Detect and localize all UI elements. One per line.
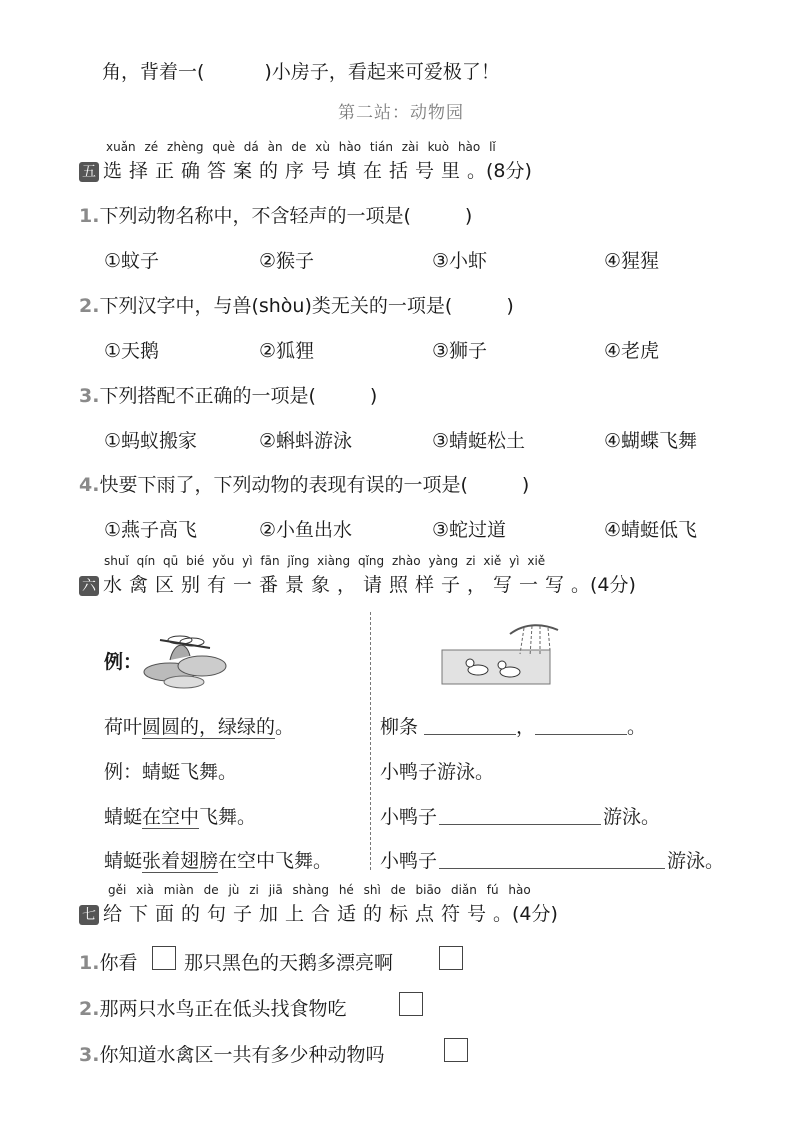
question-1: 1.下列动物名称中，不含轻声的一项是( ) (79, 205, 473, 227)
option-1[interactable]: ①天鹅 (104, 340, 160, 362)
pinyin-syllable: hé (338, 883, 354, 897)
punctuation-box[interactable] (152, 946, 176, 970)
punctuation-box[interactable] (439, 946, 463, 970)
right-line-1: 柳条 ， 。 (380, 716, 647, 738)
option-4[interactable]: ④蝴蝶飞舞 (604, 430, 698, 452)
option-3[interactable]: ③小虾 (432, 250, 488, 272)
pinyin-syllable: xiě (483, 554, 502, 568)
example-label: 例： (104, 651, 143, 673)
option-4[interactable]: ④猩猩 (604, 250, 660, 272)
sec6-pinyin (104, 554, 545, 568)
section-score: 。(4分) (493, 903, 558, 925)
option-2[interactable]: ②蝌蚪游泳 (259, 430, 353, 452)
pinyin-syllable: zi (249, 883, 259, 897)
pinyin-syllable: qín (136, 554, 156, 568)
option-1[interactable]: ①燕子高飞 (104, 519, 198, 541)
pinyin-syllable: de (390, 883, 406, 897)
pinyin-syllable: kuò (427, 140, 450, 154)
pinyin-syllable: de (291, 140, 307, 154)
section-title: 给下面的句子加上合适的标点符号 (103, 903, 494, 925)
option-3[interactable]: ③蛇过道 (432, 519, 507, 541)
pinyin-syllable: shì (363, 883, 381, 897)
pinyin-syllable: hào (457, 140, 481, 154)
sec7-pinyin (108, 883, 531, 897)
question-4: 4.快要下雨了，下列动物的表现有误的一项是( ) (79, 474, 530, 496)
pinyin-syllable: zi (465, 554, 476, 568)
top-line: 角，背着一( )小房子，看起来可爱极了！ (102, 61, 500, 83)
willow-ducks-illustration (440, 620, 560, 688)
option-1[interactable]: ①蚊子 (104, 250, 160, 272)
pinyin-syllable: qǐng (357, 554, 385, 568)
punct-item-1b: 那只黑色的天鹅多漂亮啊 (184, 952, 394, 974)
pinyin-syllable: shuǐ (104, 554, 129, 568)
option-2[interactable]: ②狐狸 (259, 340, 315, 362)
option-3[interactable]: ③狮子 (432, 340, 488, 362)
answer-blank[interactable] (439, 850, 665, 869)
punct-item-3: 3.你知道水禽区一共有多少种动物吗 (79, 1044, 385, 1066)
option-4[interactable]: ④蜻蜓低飞 (604, 519, 698, 541)
section-title: 水禽区别有一番景象，请照样子，写一写 (103, 574, 572, 596)
pinyin-syllable: jǐng (287, 554, 310, 568)
option-4[interactable]: ④老虎 (604, 340, 660, 362)
option-2[interactable]: ②猴子 (259, 250, 315, 272)
right-line-3: 小鸭子 游泳。 (380, 806, 661, 828)
pinyin-syllable: tián (369, 140, 393, 154)
pinyin-syllable: miàn (163, 883, 194, 897)
station-title: 第二站：动物园 (338, 103, 464, 123)
punctuation-box[interactable] (399, 992, 423, 1016)
section-badge: 六 (79, 576, 99, 596)
pinyin-syllable: shàng (292, 883, 329, 897)
section-score: 。(4分) (571, 574, 636, 596)
answer-blank[interactable] (439, 806, 601, 825)
pinyin-syllable: dá (243, 140, 259, 154)
question-3: 3.下列搭配不正确的一项是( ) (79, 385, 378, 407)
punct-item-1: 1.你看 (79, 952, 138, 974)
pinyin-syllable: yì (242, 554, 253, 568)
option-1[interactable]: ①蚂蚁搬家 (104, 430, 198, 452)
sec5-pinyin (106, 140, 496, 154)
section-score: 。(8分) (467, 160, 532, 182)
answer-blank[interactable] (424, 716, 516, 735)
punctuation-box[interactable] (444, 1038, 468, 1062)
pinyin-syllable: què (212, 140, 235, 154)
pinyin-syllable: xuǎn (106, 140, 136, 154)
answer-blank[interactable] (535, 716, 627, 735)
right-line-2: 小鸭子游泳。 (380, 761, 495, 783)
section-title: 选择正确答案的序号填在括号里 (103, 160, 468, 182)
pinyin-syllable: hào (338, 140, 362, 154)
pinyin-syllable: zhào (392, 554, 421, 568)
pinyin-syllable: xiàng (317, 554, 351, 568)
pinyin-syllable: zé (144, 140, 159, 154)
pinyin-syllable: àn (267, 140, 283, 154)
pinyin-syllable: gěi (108, 883, 127, 897)
punct-item-2: 2.那两只水鸟正在低头找食物吃 (79, 998, 347, 1020)
pinyin-syllable: qū (163, 554, 179, 568)
right-line-4: 小鸭子 游泳。 (380, 850, 725, 872)
pinyin-syllable: lǐ (489, 140, 496, 154)
option-2[interactable]: ②小鱼出水 (259, 519, 353, 541)
left-line-1: 荷叶圆圆的，绿绿的。 (104, 716, 295, 738)
pinyin-syllable: zài (401, 140, 419, 154)
pinyin-syllable: xià (136, 883, 154, 897)
question-2: 2.下列汉字中，与兽(shòu)类无关的一项是( ) (79, 295, 514, 317)
sec7-heading (79, 899, 558, 926)
pinyin-syllable: xiě (527, 554, 546, 568)
option-3[interactable]: ③蜻蜓松土 (432, 430, 526, 452)
pinyin-syllable: xù (315, 140, 330, 154)
pinyin-syllable: fān (260, 554, 280, 568)
left-line-4: 蜻蜓张着翅膀在空中飞舞。 (104, 850, 333, 872)
pinyin-syllable: yì (509, 554, 520, 568)
pinyin-syllable: jù (228, 883, 240, 897)
pinyin-syllable: fú (486, 883, 499, 897)
pinyin-syllable: yǒu (212, 554, 235, 568)
left-line-3: 蜻蜓在空中飞舞。 (104, 806, 257, 828)
pinyin-syllable: bié (186, 554, 205, 568)
sec6-heading (79, 570, 636, 597)
section-badge: 五 (79, 162, 99, 182)
section-badge: 七 (79, 905, 99, 925)
pinyin-syllable: zhèng (167, 140, 204, 154)
column-divider (370, 612, 371, 870)
pinyin-syllable: biāo (415, 883, 442, 897)
left-line-2: 例：蜻蜓飞舞。 (104, 761, 238, 783)
pinyin-syllable: diǎn (450, 883, 477, 897)
pinyin-syllable: yàng (428, 554, 459, 568)
pinyin-syllable: de (203, 883, 219, 897)
pinyin-syllable: hào (508, 883, 531, 897)
lotus-dragonfly-illustration (140, 632, 232, 690)
sec5-heading (79, 156, 532, 183)
pinyin-syllable: jiā (268, 883, 283, 897)
